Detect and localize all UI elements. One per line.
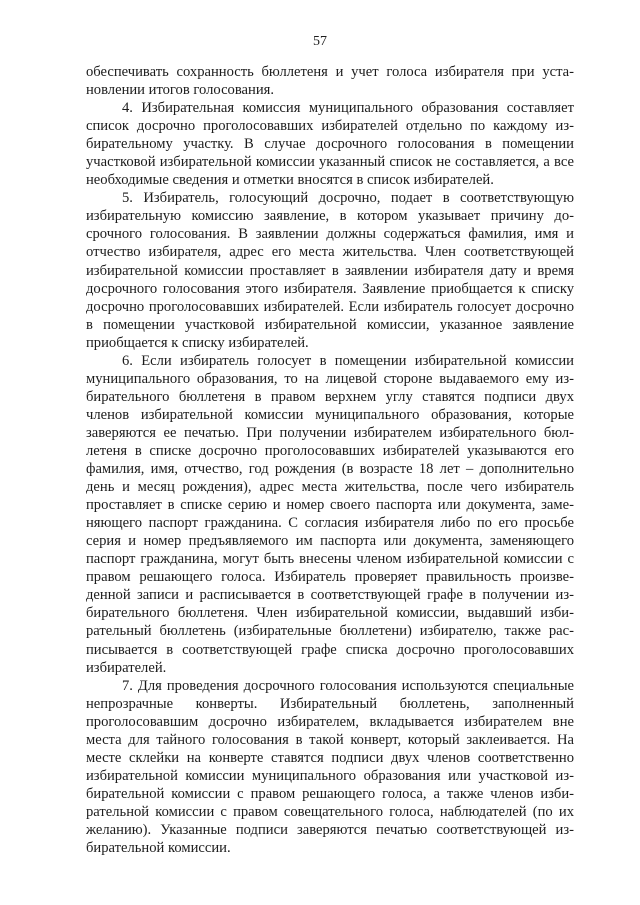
paragraph-6: 6. Если избиратель голосует в помещении избирательной комиссии муниципального образования, то на лицевой стороне выдаваемого ему избирательного бюллетеня в правом верхнем углу ставятся подписи двух членов избирательной комиссии муниципального образования, которые заверяются ее печатью. При получении избирателем избирательного бюллетеня в списке досрочно проголосовавших избирателей указываются его фамилия, имя, отчество, год рождения (в возрасте 18 лет – дополнительно день и месяц рождения), адрес места жительства, после чего избиратель проставляет в списке серию и номер своего паспорта или документа, заменяющего паспорт гражданина. С согласия избирателя либо по его просьбе серия и номер предъявляемого им паспорта или документа, заменяющего паспорт гражданина, могут быть внесены членом избирательной комиссии с правом решающего голоса. Избиратель проверяет правильность произведенной записи и расписывается в соответствующей графе в получении избирательного бюллетеня. Член избирательной комиссии, выдавший избирательный бюллетень (избирательные бюллетени) избирателю, также расписывается в соответствующей графе списка досрочно проголосовавших избирателей. bbox=[86, 352, 574, 676]
paragraph-continuation: обеспечивать сохранность бюллетеня и учет голоса избирателя при установлении итогов голосования. bbox=[86, 64, 574, 99]
paragraph-4: 4. Избирательная комиссия муниципального образования составляет список досрочно проголосовавших избирателей отдельно по каждому избирательному участку. В случае досрочного голосования в помещении участковой избирательной комиссии указанный список не составляется, а все необходимые сведения и отметки вносятся в список избирателей. bbox=[86, 100, 574, 189]
paragraph-7: 7. Для проведения досрочного голосования используются специальные непрозрачные конверты. Избирательный бюллетень, заполненный проголосовавшим досрочно избирателем, вкладывается избирателем вне места для тайного голосования в такой конверт, который заклеивается. На месте склейки на конверте ставятся подписи двух членов соответственно избирательной комиссии муниципального образования или участковой избирательной комиссии с правом решающего голоса, а также членов избирательной комиссии с правом совещательного голоса, наблюдателей (по их желанию). Указанные подписи заверяются печатью соответствующей избирательной комиссии. bbox=[86, 677, 574, 857]
paragraph-5: 5. Избиратель, голосующий досрочно, подает в соответствующую избирательную комиссию заявление, в котором указывает причину досрочного голосования. В заявлении должны содержаться фамилия, имя и отчество избирателя, адрес его места жительства. Член соответствующей избирательной комиссии проставляет в заявлении избирателя дату и время досрочного голосования этого избирателя. Заявление приобщается к списку досрочно проголосовавших избирателей. Если избиратель голосует досрочно в помещении участковой избирательной комиссии, указанное заявление приобщается к списку избирателей. bbox=[86, 190, 574, 351]
page-number: 57 bbox=[313, 34, 327, 49]
document-body bbox=[86, 63, 574, 857]
